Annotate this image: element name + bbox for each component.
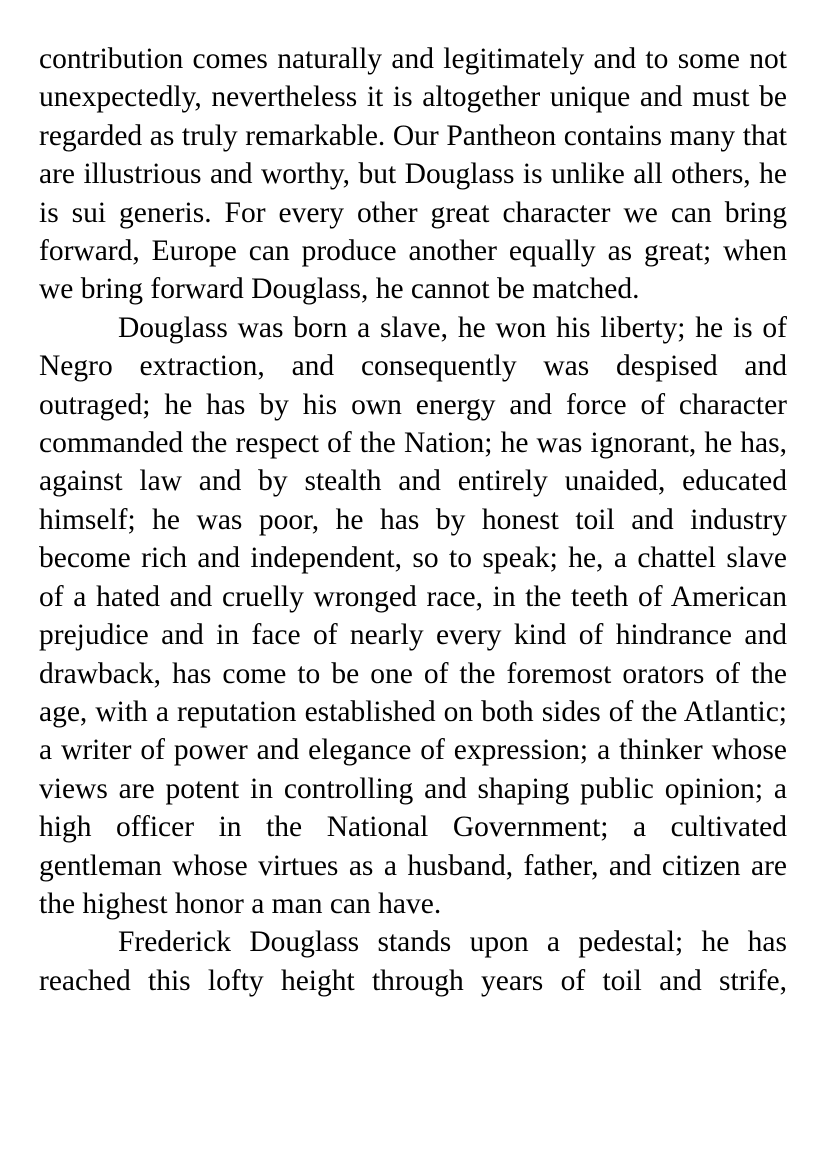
paragraph-3: Frederick Douglass stands upon a pedestal; he has reached this lofty height through years of toil and strife, [39,926,787,997]
paragraph-1: contribution comes naturally and legitimately and to some not unexpectedly, nevertheless it is altogether unique and must be regarded as truly remarkable. Our Pantheon contains many that are illustrious and worthy, but Douglass is unlike all others, he is sui generis. For every other great character we can bring forward, Europe can produce another equally as great; when we bring forward Douglass, he cannot be matched. [39,43,787,306]
document-page [39,40,787,1000]
paragraph-2: Douglass was born a slave, he won his liberty; he is of Negro extraction, and consequently was despised and outraged; he has by his own energy and force of character commanded the respect of the Nation; he was ignorant, he has, against law and by stealth and entirely unaided, educated himself; he was poor, he has by honest toil and industry become rich and independent, so to speak; he, a chattel slave of a hated and cruelly wronged race, in the teeth of American prejudice and in face of nearly every kind of hindrance and drawback, has come to be one of the foremost orators of the age, with a reputation established on both sides of the Atlantic; a writer of power and elegance of expression; a thinker whose views are potent in controlling and shaping public opinion; a high officer in the National Government; a cultivated gentleman whose virtues as a husband, father, and citizen are the highest honor a man can have. [39,311,787,920]
